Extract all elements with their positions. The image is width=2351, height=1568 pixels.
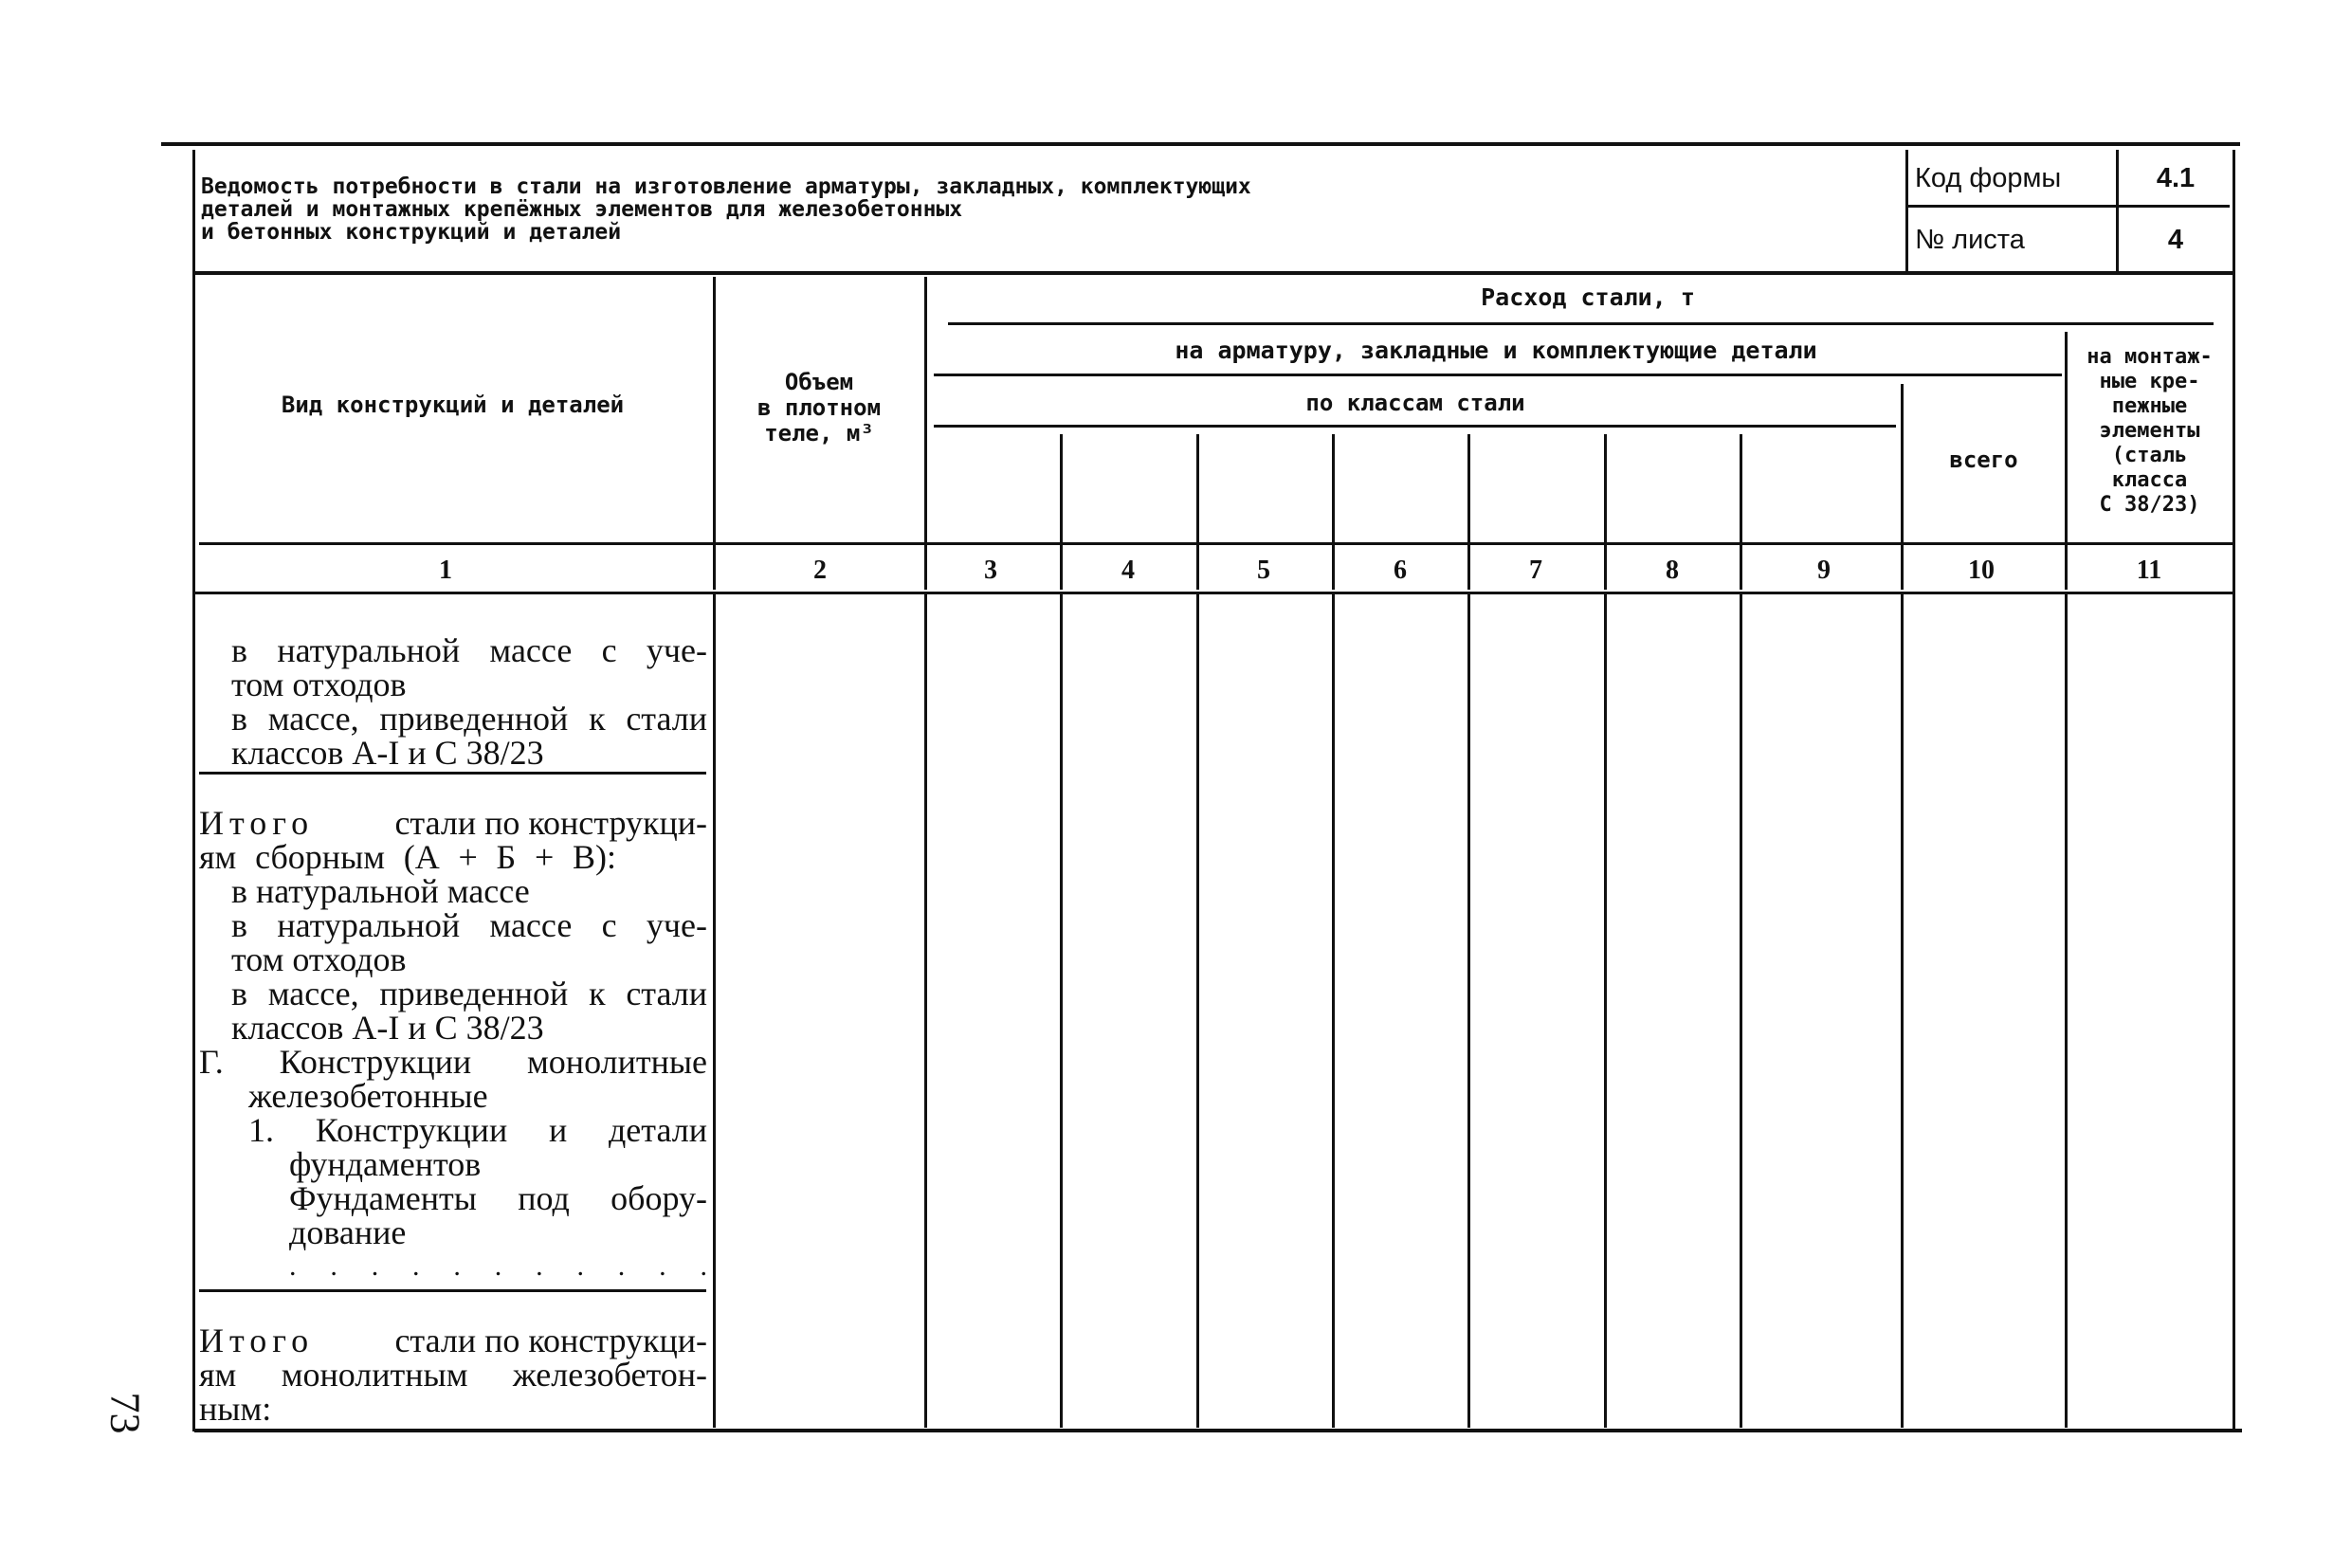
header-by-class: по классам стали (1305, 390, 1525, 416)
title-divider (1905, 150, 1908, 271)
block-separator (199, 1289, 706, 1292)
sheet-number-value: 4 (2167, 225, 2184, 255)
header-volume (719, 370, 920, 447)
body-row-text: в массе, приведенной к стали (231, 700, 707, 738)
table-bottom-border (194, 1429, 2242, 1432)
sheet-number-label: № листа (1915, 225, 2025, 255)
header-volume-line: Объем (784, 369, 854, 395)
body-row-text: в массе, приведенной к стали (231, 975, 707, 1012)
header-rebar-group: на арматуру, закладные и комплектующие детали (1175, 337, 1817, 364)
top-border (161, 142, 2240, 146)
form-code-label: Код формы (1915, 163, 2062, 193)
header-mounting-line: на монтаж- (2087, 345, 2213, 369)
body-col-line (1740, 593, 1742, 1428)
form-title-line: и бетонных конструкций и деталей (201, 220, 622, 245)
body-row-text: дование (289, 1213, 407, 1251)
left-border (192, 150, 195, 1431)
body-row-text: фундаментов (289, 1145, 482, 1183)
right-border (2233, 150, 2235, 1431)
body-col-line (2065, 593, 2068, 1428)
col-divider-9-10 (1901, 384, 1904, 590)
column-number-5: 5 (1257, 556, 1270, 585)
header-mounting-line: элементы (2099, 419, 2200, 443)
header-construction-type: Вид конструкций и деталей (281, 392, 625, 418)
col-divider-8-9 (1740, 434, 1742, 590)
body-row-text (199, 1323, 707, 1358)
header-bottom-rule (199, 542, 2233, 545)
body-row-text: в натуральной массе с уче- (231, 631, 707, 669)
header-mounting-line: (сталь (2111, 444, 2188, 467)
body-col-line (1604, 593, 1607, 1428)
column-number-11: 11 (2136, 556, 2162, 585)
body-row-text: ям монолитным железобетон- (199, 1356, 707, 1394)
header-line-consumption (948, 322, 2214, 325)
column-number-1: 1 (439, 556, 452, 585)
col-divider-4-5 (1196, 434, 1199, 590)
header-line-by-class (934, 425, 1896, 428)
body-row-text: в натуральной массе (231, 872, 530, 910)
form-title-line: деталей и монтажных крепёжных элементов для железобетонных (201, 197, 963, 222)
column-number-2: 2 (813, 556, 827, 585)
header-mounting-line: С 38/23) (2099, 493, 2200, 517)
body-col-line (924, 593, 927, 1428)
body-row-dots: . . . . . . . . . . . (289, 1250, 707, 1282)
col-divider-7-8 (1604, 434, 1607, 590)
page-number: 73 (101, 1392, 149, 1434)
body-row-text: классов А-I и С 38/23 (231, 734, 544, 772)
form-title-line: Ведомость потребности в стали на изготовление арматуры, закладных, комплектующих (201, 174, 1251, 199)
header-mounting-elements (2067, 345, 2233, 518)
body-row-text: ным: (199, 1390, 272, 1428)
body-row-text: том отходов (231, 665, 407, 703)
body-row-text: стали по конструкци- (394, 1322, 707, 1359)
body-col-line (1196, 593, 1199, 1428)
code-divider (2116, 150, 2119, 271)
header-total: всего (1949, 447, 2018, 473)
header-line-rebar (934, 374, 2062, 376)
body-row-text: стали по конструкци- (394, 804, 707, 842)
title-bottom-border (194, 271, 2233, 275)
column-number-7: 7 (1529, 556, 1542, 585)
body-col-line (1901, 593, 1904, 1428)
header-mounting-line: ные кре- (2099, 370, 2200, 393)
header-steel-consumption: Расход стали, т (1481, 283, 1695, 311)
body-row-text: железобетонные (248, 1077, 488, 1115)
body-row-text: 1. Конструкции и детали (248, 1111, 707, 1149)
header-volume-line: в плотном (756, 394, 882, 421)
body-col-line (1332, 593, 1335, 1428)
column-number-9: 9 (1817, 556, 1831, 585)
code-sheet-divider (1907, 205, 2230, 208)
body-row-text: том отходов (231, 940, 407, 978)
body-col-line (1467, 593, 1470, 1428)
column-number-8: 8 (1666, 556, 1679, 585)
column-number-10: 10 (1968, 556, 1995, 585)
form-code-value: 4.1 (2156, 163, 2196, 193)
header-mounting-line: пежные (2111, 394, 2188, 418)
body-col-line (713, 593, 716, 1428)
header-mounting-line: класса (2111, 468, 2188, 492)
body-row-text: Фундаменты под обору- (289, 1179, 707, 1217)
body-row-text: в натуральной массе с уче- (231, 906, 707, 944)
col-divider-3-4 (1060, 434, 1063, 590)
body-row-text: Г. Конструкции монолитные (199, 1043, 707, 1081)
col-divider-6-7 (1467, 434, 1470, 590)
total-lead-word: Итого (199, 804, 315, 842)
body-row-text (199, 806, 707, 840)
col-divider-5-6 (1332, 434, 1335, 590)
header-volume-line: теле, м³ (764, 420, 874, 447)
total-lead-word: Итого (199, 1322, 315, 1359)
body-row-text: ям сборным (А + Б + В): (199, 838, 616, 876)
form-title (201, 174, 1888, 246)
column-number-3: 3 (984, 556, 997, 585)
block-separator (199, 772, 706, 775)
column-number-4: 4 (1121, 556, 1135, 585)
body-col-line (1060, 593, 1063, 1428)
body-row-text: классов А-I и С 38/23 (231, 1009, 544, 1047)
column-number-6: 6 (1394, 556, 1407, 585)
column-numbers-rule (194, 592, 2233, 594)
